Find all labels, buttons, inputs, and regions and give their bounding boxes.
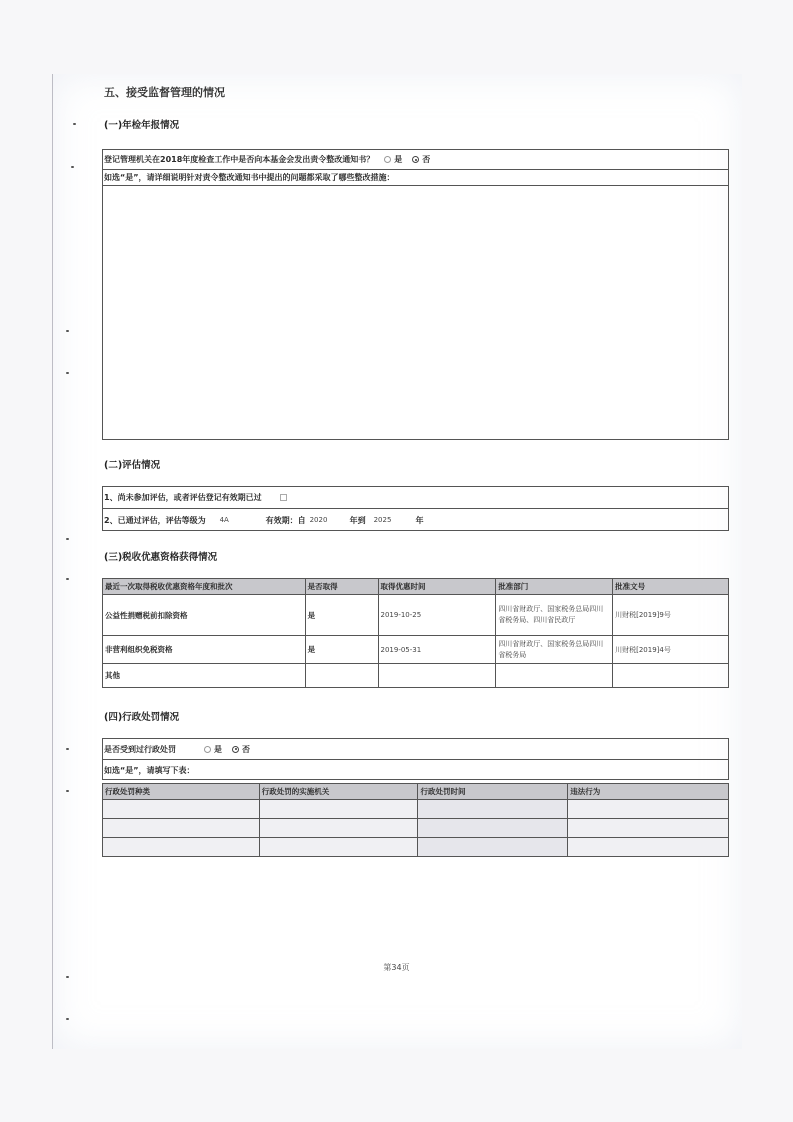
penalty-heading: (四)行政处罚情况 [104,712,180,723]
annual-heading: (一)年检年报情况 [104,120,180,131]
tax-cell [378,664,496,688]
year-from[interactable]: 2020 [309,516,328,524]
scan-speck [66,538,69,540]
penalty-cell[interactable] [259,800,418,819]
annual-question-row [103,150,728,170]
scan-speck [66,578,69,580]
radio-yes-label: 是 [394,155,403,164]
penalty-question-row [103,739,728,760]
year-to-label: 年到 [349,515,366,525]
penalty-header-row [103,784,729,800]
tax-col-header: 是否取得 [305,579,378,595]
scan-speck [71,166,74,168]
tax-cell: 四川省财政厅、国家税务总局四川省税务局 [496,636,613,664]
table-row [103,595,729,636]
evaluation-grade[interactable]: 4A [219,516,229,524]
annual-question: 登记管理机关在2018年度检查工作中是否向本基金会发出责令整改通知书？ [104,155,375,164]
table-row [103,636,729,664]
annual-box [102,149,729,440]
penalty-col-header: 违法行为 [568,784,729,800]
penalty-cell[interactable] [259,819,418,838]
penalty-cell[interactable] [418,800,568,819]
evaluation-box [102,486,729,531]
tax-cell: 非营利组织免税资格 [103,636,306,664]
annual-detail-prompt: 如选“是”，请详细说明针对责令整改通知书中提出的问题都采取了哪些整改措施： [104,173,395,182]
tax-cell: 是 [305,595,378,636]
annual-detail-row [103,170,728,186]
tax-cell: 其他 [103,664,306,688]
penalty-cell[interactable] [259,838,418,857]
penalty-cell[interactable] [568,819,729,838]
penalty-cell[interactable] [568,838,729,857]
evaluation-line2-prefix: 2、已通过评估，评估等级为 [104,515,206,525]
tax-cell [305,664,378,688]
tax-cell: 是 [305,636,378,664]
tax-heading: (三)税收优惠资格获得情况 [104,552,218,563]
tax-header-row [103,579,729,595]
penalty-cell[interactable] [418,838,568,857]
table-row [103,838,729,857]
page-number: 第34页 [383,963,410,972]
scan-speck [66,330,69,332]
tax-col-header: 最近一次取得税收优惠资格年度和批次 [103,579,306,595]
table-row [103,819,729,838]
penalty-question: 是否受到过行政处罚 [104,744,176,754]
penalty-col-header: 行政处罚种类 [103,784,260,800]
tax-table [102,578,729,688]
evaluation-row-1 [103,487,728,509]
tax-cell: 四川省财政厅、国家税务总局四川省税务局、四川省民政厅 [496,595,613,636]
section-title: 五、接受监督管理的情况 [104,86,225,99]
scan-speck [66,976,69,978]
radio-no-selected[interactable] [412,156,419,163]
penalty-radio-no-selected[interactable] [232,746,239,753]
tax-cell: 公益性捐赠税前扣除资格 [103,595,306,636]
penalty-radio-yes-label: 是 [214,744,222,754]
year-suffix: 年 [415,515,424,525]
tax-col-header: 批准部门 [496,579,613,595]
penalty-cell[interactable] [103,800,260,819]
tax-col-header: 取得优惠时间 [378,579,496,595]
penalty-radio-no-label: 否 [242,744,250,754]
tax-cell: 2019-05-31 [378,636,496,664]
not-evaluated-checkbox[interactable] [280,494,287,501]
penalty-table [102,783,729,857]
tax-cell: 川财税[2019]4号 [613,636,729,664]
penalty-radio-yes[interactable] [204,746,211,753]
penalty-fill-row [103,760,728,780]
penalty-cell[interactable] [103,838,260,857]
penalty-cell[interactable] [568,800,729,819]
scan-speck [66,748,69,750]
scan-speck [66,790,69,792]
penalty-cell[interactable] [103,819,260,838]
scan-speck [66,372,69,374]
tax-col-header: 批准文号 [613,579,729,595]
scan-speck [66,1018,69,1020]
penalty-cell[interactable] [418,819,568,838]
tax-cell: 川财税[2019]9号 [613,595,729,636]
table-row [103,664,729,688]
page-edge [52,74,53,1049]
evaluation-heading: (二)评估情况 [104,460,161,471]
valid-label: 有效期：自 [265,515,306,525]
evaluation-line1: 1、尚未参加评估，或者评估登记有效期已过 [104,493,262,502]
tax-cell [613,664,729,688]
tax-cell [496,664,613,688]
year-to[interactable]: 2025 [373,516,392,524]
table-row [103,800,729,819]
evaluation-row-2 [103,509,728,531]
radio-yes[interactable] [384,156,391,163]
annual-detail-textarea[interactable] [103,186,728,439]
radio-no-label: 否 [422,155,431,164]
scan-speck [73,123,76,125]
penalty-fill-prompt: 如选“是”，请填写下表： [104,765,195,775]
tax-cell: 2019-10-25 [378,595,496,636]
penalty-col-header: 行政处罚时间 [418,784,568,800]
penalty-box [102,738,729,780]
penalty-col-header: 行政处罚的实施机关 [259,784,418,800]
